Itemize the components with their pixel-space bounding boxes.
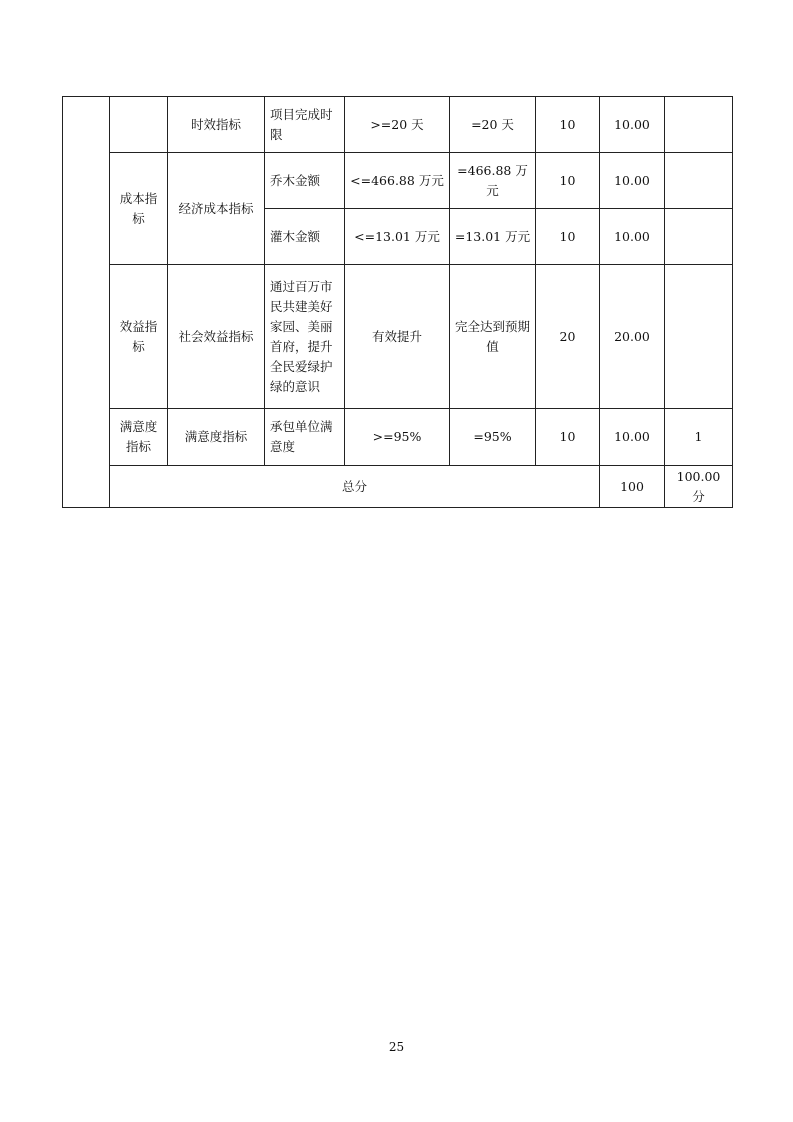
secondary-indicator-cell: 时效指标 <box>168 97 265 153</box>
performance-table <box>62 96 733 508</box>
indicator-cell: 乔木金额 <box>265 153 345 209</box>
score-cell: 10.00 <box>600 409 665 466</box>
primary-indicator-cell: 满意度指标 <box>110 409 168 466</box>
table-row <box>63 409 733 466</box>
secondary-indicator-cell: 社会效益指标 <box>168 265 265 409</box>
primary-indicator-cell: 成本指标 <box>110 153 168 265</box>
indicator-cell: 承包单位满意度 <box>265 409 345 466</box>
page-number: 25 <box>388 1040 405 1054</box>
weight-cell: 10 <box>536 209 600 265</box>
indicator-cell: 通过百万市民共建美好家园、美丽首府，提升全民爱绿护绿的意识 <box>265 265 345 409</box>
score-cell: 10.00 <box>600 97 665 153</box>
primary-indicator-cell: 效益指标 <box>110 265 168 409</box>
secondary-indicator-cell: 满意度指标 <box>168 409 265 466</box>
secondary-indicator-cell: 经济成本指标 <box>168 153 265 265</box>
actual-value-cell: =13.01 万元 <box>450 209 536 265</box>
weight-cell: 20 <box>536 265 600 409</box>
primary-cell-empty <box>110 97 168 153</box>
outer-category-cell <box>63 97 110 508</box>
annual-target-cell: >=95% <box>345 409 450 466</box>
weight-cell: 10 <box>536 409 600 466</box>
actual-value-cell: =20 天 <box>450 97 536 153</box>
score-cell: 20.00 <box>600 265 665 409</box>
indicator-cell: 灌木金额 <box>265 209 345 265</box>
weight-cell: 10 <box>536 97 600 153</box>
total-label-cell: 总分 <box>110 466 600 508</box>
table-row <box>63 153 733 209</box>
table-row <box>63 97 733 153</box>
indicator-cell: 项目完成时限 <box>265 97 345 153</box>
score-cell: 10.00 <box>600 209 665 265</box>
actual-value-cell: 完全达到预期值 <box>450 265 536 409</box>
actual-value-cell: =95% <box>450 409 536 466</box>
total-row <box>63 466 733 508</box>
annual-target-cell: 有效提升 <box>345 265 450 409</box>
remark-cell <box>665 265 733 409</box>
weight-cell: 10 <box>536 153 600 209</box>
annual-target-cell: <=466.88 万元 <box>345 153 450 209</box>
annual-target-cell: <=13.01 万元 <box>345 209 450 265</box>
score-cell: 10.00 <box>600 153 665 209</box>
table-row <box>63 265 733 409</box>
remark-cell <box>665 209 733 265</box>
remark-cell: 1 <box>665 409 733 466</box>
total-weight-cell: 100 <box>600 466 665 508</box>
total-score-cell: 100.00 分 <box>665 466 733 508</box>
actual-value-cell: =466.88 万元 <box>450 153 536 209</box>
annual-target-cell: >=20 天 <box>345 97 450 153</box>
remark-cell <box>665 153 733 209</box>
remark-cell <box>665 97 733 153</box>
